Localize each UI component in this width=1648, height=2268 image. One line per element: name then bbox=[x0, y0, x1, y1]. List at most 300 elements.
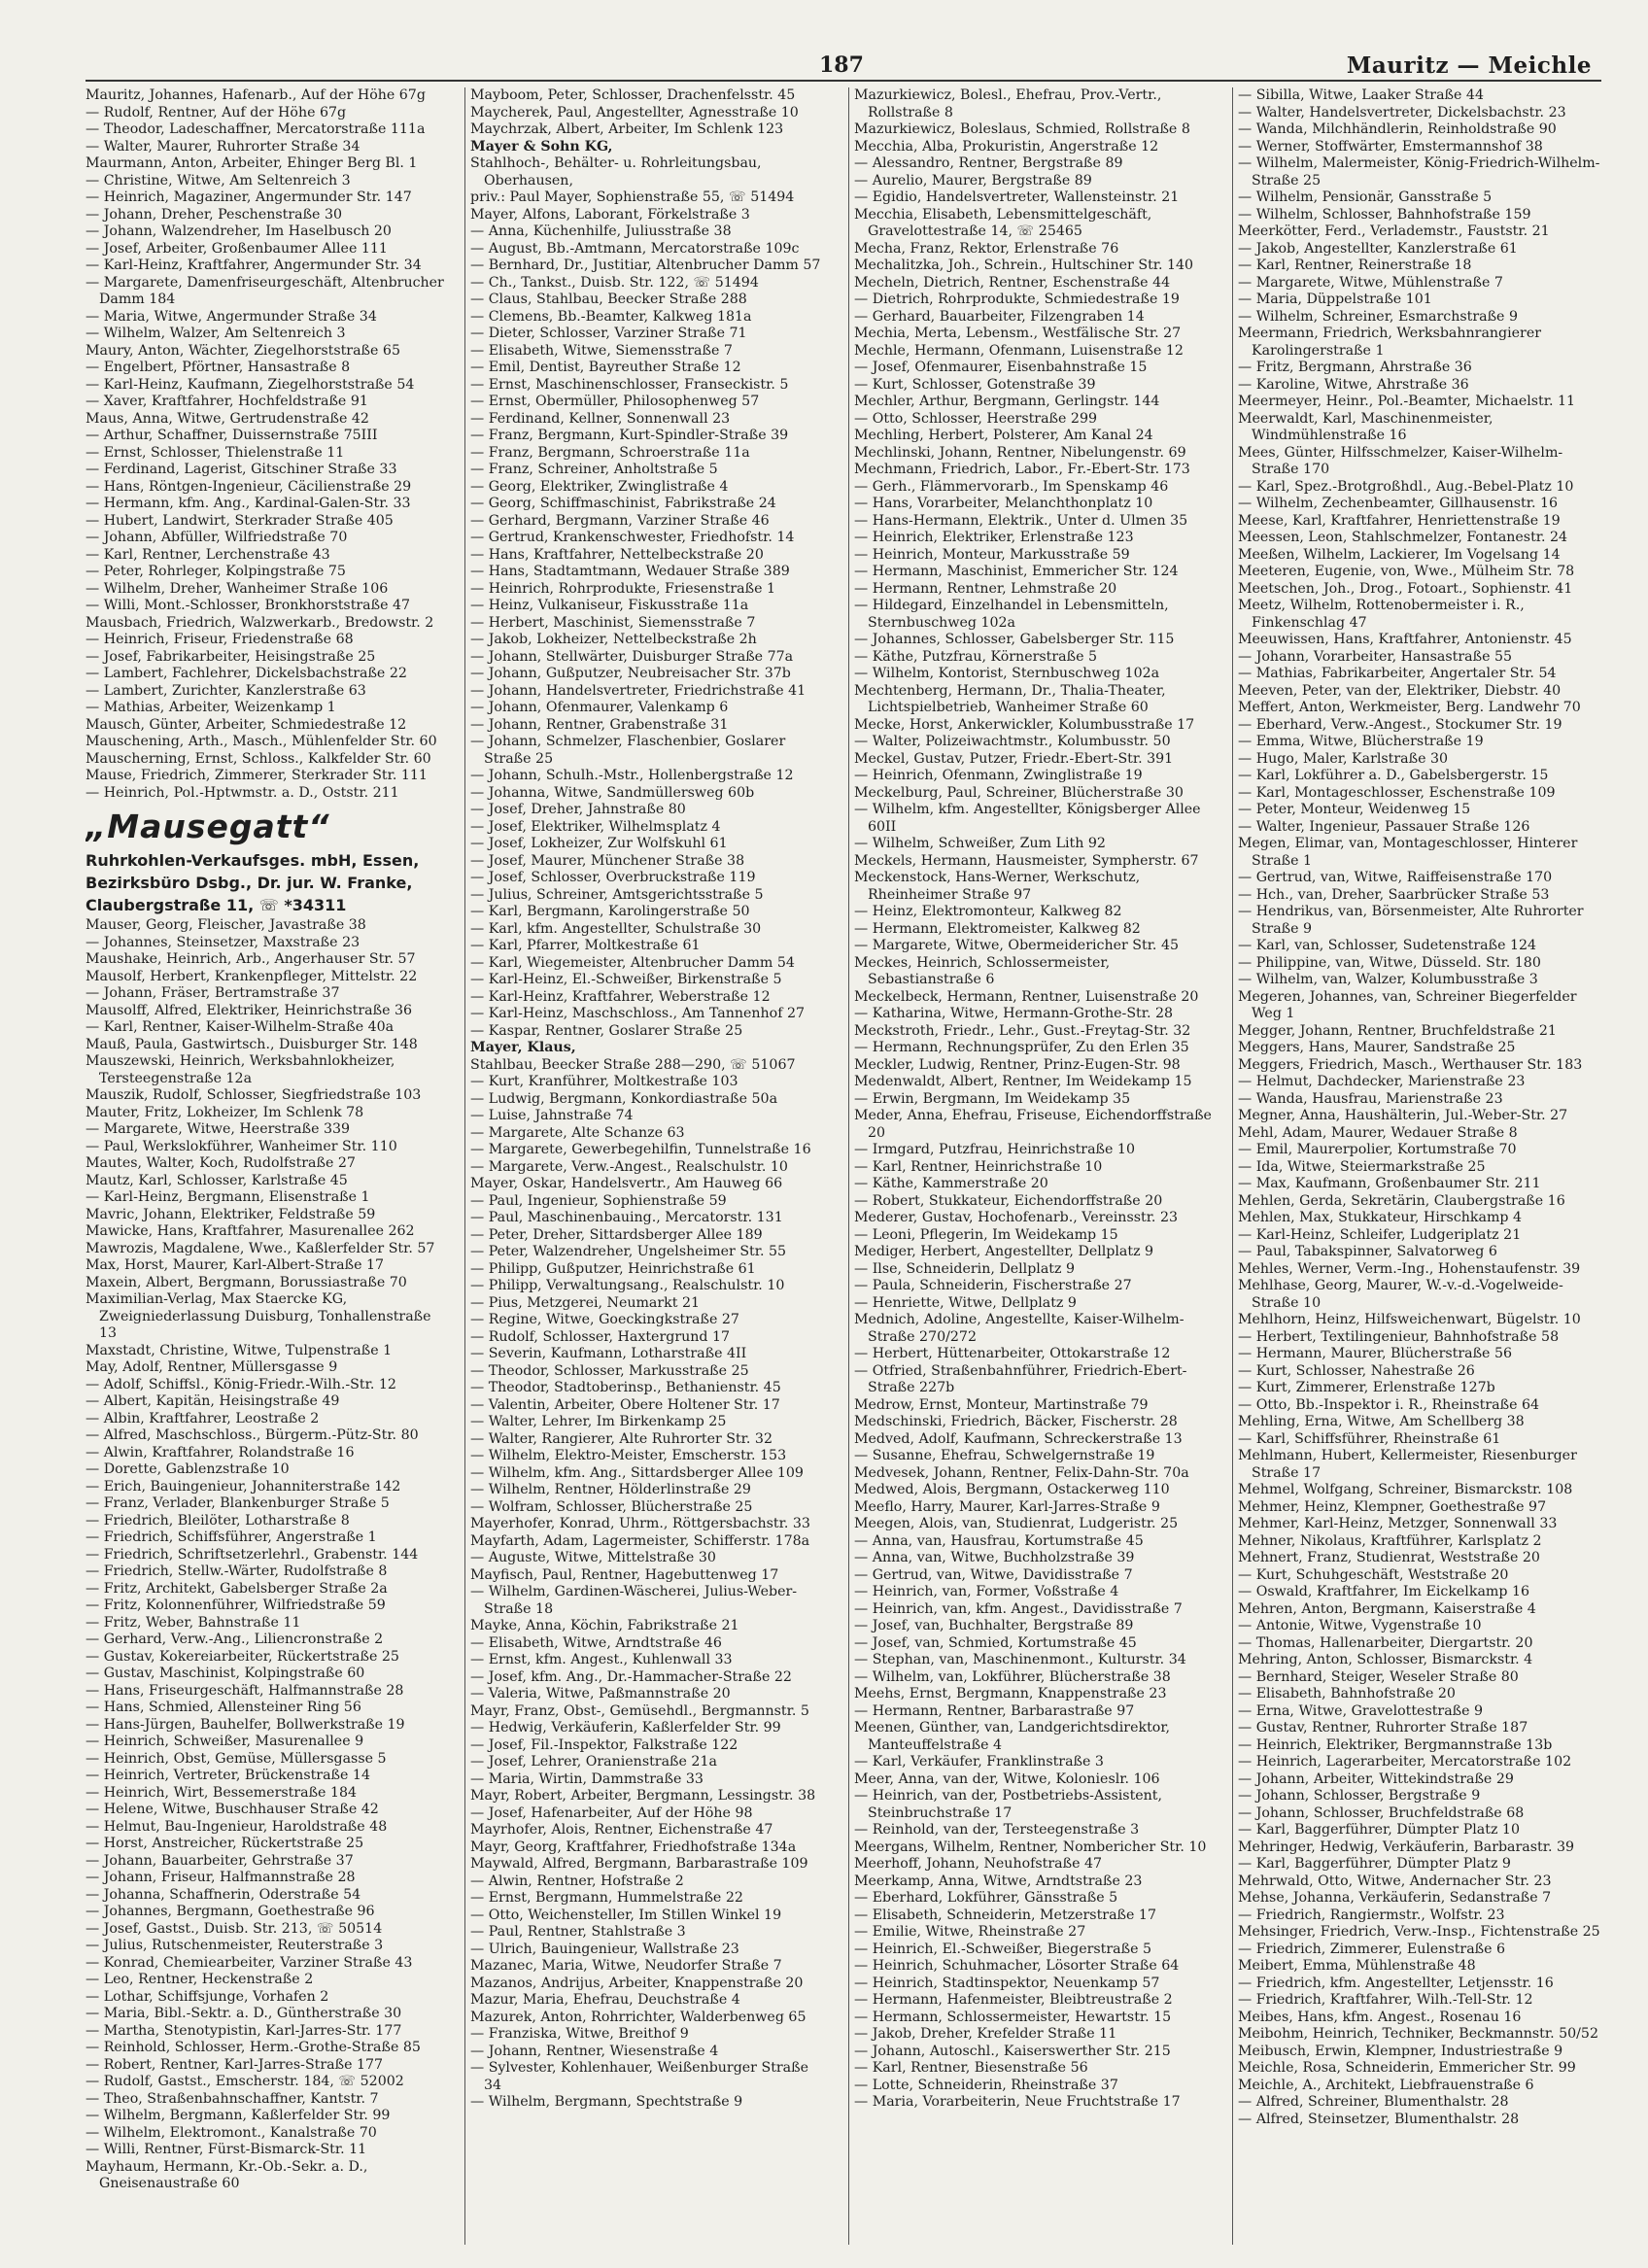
directory-entry: Maus, Anna, Witwe, Gertrudenstraße 42 bbox=[86, 410, 369, 427]
directory-entry: — Johann, Handelsvertreter, Friedrichstraße 41 bbox=[470, 682, 807, 699]
directory-entry: — Johannes, Schlosser, Gabelsberger Str. 115 bbox=[854, 632, 1175, 647]
directory-entry: Mehren, Anton, Bergmann, Kaiserstraße 4 bbox=[1238, 1600, 1536, 1617]
ad-line-2: Bezirksbüro Dsbg., Dr. jur. W. Franke, bbox=[86, 874, 413, 892]
directory-entry: — Josef, Ofenmaurer, Eisenbahnstraße 15 bbox=[854, 360, 1148, 375]
directory-entry: Mautes, Walter, Koch, Rudolfstraße 27 bbox=[86, 1155, 356, 1171]
directory-entry: — Kurt, Schlosser, Nahestraße 26 bbox=[1238, 1362, 1475, 1379]
directory-entry: — Johann, Vorarbeiter, Hansastraße 55 bbox=[1238, 648, 1513, 665]
directory-entry: — Theo, Straßenbahnschaffner, Kantstr. 7 bbox=[86, 2090, 379, 2107]
directory-entry: — Dietrich, Rohrprodukte, Schmiedestraße 19 bbox=[854, 292, 1180, 307]
directory-entry: — Hermann, Maurer, Blücherstraße 56 bbox=[1238, 1346, 1513, 1361]
directory-entry: — Heinrich, Wirt, Bessemerstraße 184 bbox=[86, 1784, 358, 1801]
directory-entry: — Karoline, Witwe, Ahrstraße 36 bbox=[1238, 376, 1469, 393]
directory-entry: — Clemens, Bb.-Beamter, Kalkweg 181a bbox=[470, 308, 752, 325]
directory-entry: — Heinrich, Obst, Gemüse, Müllersgasse 5 bbox=[86, 1750, 387, 1767]
directory-entry: — Josef, van, Buchhalter, Bergstraße 89 bbox=[854, 1618, 1134, 1633]
directory-entry: Mechia, Merta, Lebensm., Westfälische Str. 27 bbox=[854, 326, 1182, 341]
directory-entry: Meichle, Rosa, Schneiderin, Emmericher Str. 99 bbox=[1238, 2060, 1576, 2076]
directory-entry: — Emil, Maurerpolier, Kortumstraße 70 bbox=[1238, 1142, 1517, 1157]
directory-entry: — Wilhelm, Pensionär, Gansstraße 5 bbox=[1238, 189, 1493, 205]
directory-entry: Mazurkiewicz, Bolesl., Ehefrau, Prov.-Vertr., Rollstraße 8 bbox=[854, 87, 1162, 120]
directory-entry: Meerkötter, Ferd., Verlademstr., Fauststr. 21 bbox=[1238, 223, 1550, 239]
directory-entry: Stahlbau, Beecker Straße 288—290, ☏ 51067 bbox=[470, 1056, 796, 1073]
directory-entry: — Karl, Rentner, Lerchenstraße 43 bbox=[86, 546, 330, 563]
directory-entry: — Walter, Maurer, Ruhrorter Straße 34 bbox=[86, 138, 360, 155]
directory-entry: — Rudolf, Gastst., Emscherstr. 184, ☏ 52002 bbox=[86, 2074, 404, 2089]
directory-entry: — Karl, Rentner, Kaiser-Wilhelm-Straße 40a bbox=[86, 1019, 395, 1035]
directory-entry: Meetz, Wilhelm, Rottenobermeister i. R., Finkenschlag 47 bbox=[1238, 598, 1525, 631]
directory-entry: — Gerhard, Verw.-Ang., Liliencronstraße 2 bbox=[86, 1632, 384, 1647]
directory-entry: — Herbert, Maschinist, Siemensstraße 7 bbox=[470, 614, 756, 631]
directory-entry: Maychrzak, Albert, Arbeiter, Im Schlenk 123 bbox=[470, 121, 784, 137]
directory-entry: Mayerhofer, Konrad, Uhrm., Röttgersbachstr. 33 bbox=[470, 1516, 810, 1531]
directory-entry: — Karl-Heinz, Kraftfahrer, Angermunder Str. 34 bbox=[86, 258, 422, 273]
directory-entry: — Maria, Vorarbeiterin, Neue Fruchtstraße 17 bbox=[854, 2094, 1181, 2110]
directory-entry: Mayboom, Peter, Schlosser, Drachenfelsstr. 45 bbox=[470, 87, 796, 103]
directory-entry: Meckel, Gustav, Putzer, Friedr.-Ebert-Str. 391 bbox=[854, 750, 1174, 767]
directory-entry: — Karl, Bergmann, Karolingerstraße 50 bbox=[470, 904, 750, 919]
directory-entry: — Wilhelm, Schweißer, Zum Lith 92 bbox=[854, 836, 1106, 851]
directory-entry: — Ulrich, Bauingenieur, Wallstraße 23 bbox=[470, 1941, 739, 1957]
directory-entry: — Walter, Lehrer, Im Birkenkamp 25 bbox=[470, 1414, 727, 1429]
directory-entry: — Wilhelm, Rentner, Hölderlinstraße 29 bbox=[470, 1482, 751, 1497]
column-1-entries-top bbox=[86, 87, 450, 802]
directory-entry: — Johann, Schmelzer, Flaschenbier, Goslarer Straße 25 bbox=[470, 734, 786, 767]
directory-entry: Meggers, Friedrich, Masch., Werthauser Str. 183 bbox=[1238, 1056, 1583, 1073]
directory-entry: — Hch., van, Dreher, Saarbrücker Straße 53 bbox=[1238, 886, 1550, 903]
directory-entry: — Johann, Stellwärter, Duisburger Straße 77a bbox=[470, 648, 794, 665]
directory-entry: Medved, Adolf, Kaufmann, Schreckerstraße 13 bbox=[854, 1430, 1183, 1447]
directory-entry: — Franziska, Witwe, Breithof 9 bbox=[470, 2026, 689, 2042]
directory-entry: — Heinrich, van, kfm. Angest., Davidisstraße 7 bbox=[854, 1600, 1183, 1617]
directory-entry: Mechmann, Friedrich, Labor., Fr.-Ebert-Str. 173 bbox=[854, 462, 1190, 477]
directory-entry: — Regine, Witwe, Goeckingkstraße 27 bbox=[470, 1312, 739, 1327]
directory-entry: — Heinrich, Schweißer, Masurenallee 9 bbox=[86, 1734, 364, 1749]
directory-entry: — Dieter, Schlosser, Varziner Straße 71 bbox=[470, 326, 747, 341]
directory-entry: — Kurt, Zimmerer, Erlenstraße 127b bbox=[1238, 1380, 1495, 1395]
directory-entry: — Johann, Abfüller, Wilfriedstraße 70 bbox=[86, 530, 348, 545]
directory-entry: — Friedrich, Schriftsetzerlehrl., Grabenstr. 144 bbox=[86, 1546, 419, 1563]
directory-entry: — Johann, Fräser, Bertramstraße 37 bbox=[86, 985, 340, 1001]
directory-entry: — Rudolf, Rentner, Auf der Höhe 67g bbox=[86, 104, 347, 120]
directory-entry: — Ilse, Schneiderin, Dellplatz 9 bbox=[854, 1260, 1075, 1277]
directory-entry: Mehnert, Franz, Studienrat, Weststraße 20 bbox=[1238, 1550, 1540, 1565]
directory-entry: — Karl-Heinz, Kaufmann, Ziegelhorststraße 54 bbox=[86, 376, 415, 393]
directory-entry: — Ernst, kfm. Angest., Kuhlenwall 33 bbox=[470, 1652, 733, 1667]
directory-entry: — Paul, Ingenieur, Sophienstraße 59 bbox=[470, 1192, 727, 1209]
directory-entry: — Helmut, Bau-Ingenieur, Haroldstraße 48 bbox=[86, 1818, 388, 1835]
directory-entry: — Hans, Stadtamtmann, Wedauer Straße 389 bbox=[470, 564, 790, 579]
directory-entry: — Egidio, Handelsvertreter, Wallensteinstr. 21 bbox=[854, 189, 1180, 205]
directory-entry: — Karl, Schiffsführer, Rheinstraße 61 bbox=[1238, 1430, 1501, 1447]
directory-entry: — Hildegard, Einzelhandel in Lebensmitteln, Sternbuschweg 102a bbox=[854, 598, 1169, 631]
directory-entry: — Johann, Friseur, Halfmannstraße 28 bbox=[86, 1870, 356, 1885]
directory-entry: — Wilhelm, Dreher, Wanheimer Straße 106 bbox=[86, 580, 389, 597]
directory-entry: — Mathias, Arbeiter, Weizenkamp 1 bbox=[86, 700, 336, 715]
directory-entry: — Pius, Metzgerei, Neumarkt 21 bbox=[470, 1294, 701, 1311]
directory-entry: Mawicke, Hans, Kraftfahrer, Masurenallee 262 bbox=[86, 1223, 415, 1239]
directory-entry: — Heinrich, Elektriker, Erlenstraße 123 bbox=[854, 530, 1134, 545]
directory-entry: Meessen, Leon, Stahlschmelzer, Fontanestr. 24 bbox=[1238, 530, 1568, 545]
directory-entry: — Ch., Tankst., Duisb. Str. 122, ☏ 51494 bbox=[470, 274, 759, 291]
directory-entry: Maxstadt, Christine, Witwe, Tulpenstraße 1 bbox=[86, 1342, 393, 1358]
directory-entry: Mehner, Nikolaus, Kraftführer, Karlsplatz 2 bbox=[1238, 1532, 1542, 1549]
directory-entry: — Karl, Rentner, Biesenstraße 56 bbox=[854, 2060, 1088, 2076]
directory-entry: — Wilhelm, kfm. Angestellter, Königsberger Allee 60II bbox=[854, 802, 1201, 835]
directory-entry: — Lambert, Fachlehrer, Dickelsbachstraße 22 bbox=[86, 666, 407, 681]
directory-entry: Medvesek, Johann, Rentner, Felix-Dahn-Str. 70a bbox=[854, 1464, 1189, 1481]
directory-entry: — Wilhelm, Bergmann, Spechtstraße 9 bbox=[470, 2094, 743, 2110]
directory-entry: — Margarete, Gewerbegehilfin, Tunnelstraße 16 bbox=[470, 1142, 811, 1157]
directory-entry: — Philippine, van, Witwe, Düsseld. Str. 180 bbox=[1238, 954, 1541, 971]
directory-entry: Mause, Friedrich, Zimmerer, Sterkrader Str. 111 bbox=[86, 768, 428, 783]
directory-entry: Mayr, Robert, Arbeiter, Bergmann, Lessingstr. 38 bbox=[470, 1788, 816, 1804]
directory-entry: — Margarete, Witwe, Obermeidericher Str. 45 bbox=[854, 938, 1179, 953]
directory-entry: Mauszik, Rudolf, Schlosser, Siegfriedstraße 103 bbox=[86, 1087, 422, 1103]
directory-entry: Mehmer, Karl-Heinz, Metzger, Sonnenwall 33 bbox=[1238, 1516, 1558, 1531]
directory-entry: May, Adolf, Rentner, Müllersgasse 9 bbox=[86, 1359, 338, 1375]
column-1-entries-bottom bbox=[86, 917, 450, 2193]
directory-entry: — Heinrich, Monteur, Markusstraße 59 bbox=[854, 546, 1130, 563]
directory-entry: — Friedrich, Bleilöter, Lotharstraße 8 bbox=[86, 1512, 350, 1529]
directory-entry: — Johann, Rentner, Wiesenstraße 4 bbox=[470, 2043, 719, 2059]
directory-entry: Meer, Anna, van der, Witwe, Kolonieslr. 106 bbox=[854, 1770, 1160, 1787]
directory-entry: — Valeria, Witwe, Paßmannstraße 20 bbox=[470, 1686, 731, 1701]
directory-entry: — Henriette, Witwe, Dellplatz 9 bbox=[854, 1294, 1077, 1311]
directory-entry: — Dorette, Gablenzstraße 10 bbox=[86, 1461, 290, 1477]
directory-entry: — Hans, Vorarbeiter, Melanchthonplatz 10 bbox=[854, 496, 1153, 511]
directory-entry: Meggers, Hans, Maurer, Sandstraße 25 bbox=[1238, 1040, 1516, 1055]
directory-entry: Mehlhase, Georg, Maurer, W.-v.-d.-Vogelweide-Straße 10 bbox=[1238, 1278, 1563, 1311]
directory-entry: Mayer, Klaus, bbox=[470, 1040, 576, 1055]
directory-entry: — Käthe, Putzfrau, Körnerstraße 5 bbox=[854, 648, 1098, 665]
directory-entry: — Erna, Witwe, Gravelottestraße 9 bbox=[1238, 1702, 1484, 1719]
directory-entry: — Aurelio, Maurer, Bergstraße 89 bbox=[854, 172, 1092, 189]
directory-entry: — Walter, Ingenieur, Passauer Straße 126 bbox=[1238, 818, 1530, 835]
directory-entry: — Heinrich, van der, Postbetriebs-Assistent, Steinbruchstraße 17 bbox=[854, 1788, 1163, 1821]
directory-entry: — Reinhold, Schlosser, Herm.-Grothe-Straße 85 bbox=[86, 2040, 421, 2055]
directory-entry: — Wilhelm, van, Walzer, Kolumbusstraße 3 bbox=[1238, 972, 1538, 987]
directory-entry: — Wilhelm, Kontorist, Sternbuschweg 102a bbox=[854, 666, 1160, 681]
directory-entry: Max, Horst, Maurer, Karl-Albert-Straße 17 bbox=[86, 1257, 385, 1273]
directory-entry: — Johann, Arbeiter, Wittekindstraße 29 bbox=[1238, 1770, 1514, 1787]
directory-entry: Mautz, Karl, Schlosser, Karlstraße 45 bbox=[86, 1172, 348, 1188]
directory-entry: Mees, Günter, Hilfsschmelzer, Kaiser-Wilhelm-Straße 170 bbox=[1238, 444, 1563, 477]
directory-entry: Mausolf, Herbert, Krankenpfleger, Mittelstr. 22 bbox=[86, 968, 418, 984]
directory-entry: — Kaspar, Rentner, Goslarer Straße 25 bbox=[470, 1022, 743, 1039]
directory-entry: Mayke, Anna, Köchin, Fabrikstraße 21 bbox=[470, 1618, 739, 1633]
directory-entry: — Johann, Gußputzer, Neubreisacher Str. 37b bbox=[470, 666, 791, 681]
directory-entry: — Jakob, Angestellter, Kanzlerstraße 61 bbox=[1238, 240, 1518, 257]
directory-entry: — Luise, Jahnstraße 74 bbox=[470, 1108, 634, 1123]
directory-entry: — Bernhard, Steiger, Weseler Straße 80 bbox=[1238, 1668, 1519, 1685]
directory-entry: — Helmut, Dachdecker, Marienstraße 23 bbox=[1238, 1074, 1526, 1089]
directory-entry: — Kurt, Schlosser, Gotenstraße 39 bbox=[854, 376, 1096, 393]
directory-entry: — Fritz, Kolonnenführer, Wilfriedstraße 59 bbox=[86, 1598, 386, 1613]
directory-entry: Megner, Anna, Haushälterin, Jul.-Weber-Str. 27 bbox=[1238, 1108, 1568, 1123]
directory-entry: Mehlhorn, Heinz, Hilfsweichenwart, Bügelstr. 10 bbox=[1238, 1312, 1581, 1327]
directory-entry: — Josef, Elektriker, Wilhelmsplatz 4 bbox=[470, 818, 721, 835]
directory-entry: Mauter, Fritz, Lokheizer, Im Schlenk 78 bbox=[86, 1104, 364, 1120]
directory-entry: — Ferdinand, Lagerist, Gitschiner Straße 33 bbox=[86, 462, 397, 477]
directory-entry: Mazur, Maria, Ehefrau, Deuchstraße 4 bbox=[470, 1992, 740, 2008]
directory-entry: — Josef, Lehrer, Oranienstraße 21a bbox=[470, 1754, 717, 1770]
directory-entry: — Kurt, Kranführer, Moltkestraße 103 bbox=[470, 1074, 738, 1089]
directory-entry: Medschinski, Friedrich, Bäcker, Fischerstr. 28 bbox=[854, 1414, 1178, 1429]
directory-entry: — Josef, Lokheizer, Zur Wolfskuhl 61 bbox=[470, 836, 728, 851]
directory-entry: — Auguste, Witwe, Mittelstraße 30 bbox=[470, 1550, 716, 1565]
directory-entry: — Anna, van, Witwe, Buchholzstraße 39 bbox=[854, 1550, 1135, 1565]
directory-entry: — Theodor, Stadtoberinsp., Bethanienstr. 45 bbox=[470, 1380, 781, 1395]
directory-entry: — Alwin, Kraftfahrer, Rolandstraße 16 bbox=[86, 1444, 355, 1460]
directory-entry: Mazurkiewicz, Boleslaus, Schmied, Rollstraße 8 bbox=[854, 121, 1190, 137]
directory-entry: — Ernst, Obermüller, Philosophenweg 57 bbox=[470, 394, 760, 409]
directory-entry: — Julius, Rutschenmeister, Reuterstraße 3 bbox=[86, 1938, 384, 1953]
header-rule bbox=[86, 80, 1601, 82]
directory-entry: Maushake, Heinrich, Arb., Angerhauser Str. 57 bbox=[86, 951, 416, 967]
directory-entry: — Adolf, Schiffsl., König-Friedr.-Wilh.-Str. 12 bbox=[86, 1376, 396, 1392]
directory-entry: — Josef, van, Schmied, Kortumstraße 45 bbox=[854, 1634, 1137, 1651]
directory-entry: Mazurek, Anton, Rohrrichter, Walderbenweg 65 bbox=[470, 2009, 807, 2025]
directory-entry: — Wilhelm, Bergmann, Kaßlerfelder Str. 99 bbox=[86, 2108, 391, 2123]
directory-entry: Mayr, Franz, Obst-, Gemüsehdl., Bergmannstr. 5 bbox=[470, 1702, 809, 1719]
directory-entry: — Bernhard, Dr., Justitiar, Altenbrucher Damm 57 bbox=[470, 258, 821, 273]
directory-entry: — Karl, Pfarrer, Moltkestraße 61 bbox=[470, 938, 701, 953]
directory-entry: — Leoni, Pflegerin, Im Weidekamp 15 bbox=[854, 1226, 1118, 1243]
directory-entry: — Martha, Stenotypistin, Karl-Jarres-Str. 177 bbox=[86, 2022, 402, 2039]
directory-entry: — Karl, Spez.-Brotgroßhdl., Aug.-Bebel-Platz 10 bbox=[1238, 478, 1574, 495]
directory-entry: — Willi, Rentner, Fürst-Bismarck-Str. 11 bbox=[86, 2142, 367, 2157]
directory-entry: — Heinrich, Stadtinspektor, Neuenkamp 57 bbox=[854, 1975, 1160, 1991]
directory-entry: Mehl, Adam, Maurer, Wedauer Straße 8 bbox=[1238, 1124, 1518, 1141]
column-3 bbox=[848, 87, 1214, 2245]
directory-entry: — Lambert, Zurichter, Kanzlerstraße 63 bbox=[86, 682, 366, 699]
directory-entry: Mayfarth, Adam, Lagermeister, Schifferstr. 178a bbox=[470, 1532, 810, 1549]
directory-entry: — Emilie, Witwe, Rheinstraße 27 bbox=[854, 1924, 1086, 1940]
directory-entry: — Friedrich, Rangiermstr., Wolfstr. 23 bbox=[1238, 1907, 1505, 1923]
directory-entry: — Paul, Rentner, Stahlstraße 3 bbox=[470, 1924, 686, 1940]
directory-entry: — Konrad, Chemiearbeiter, Varziner Straße 43 bbox=[86, 1954, 413, 1971]
directory-entry: — Emma, Witwe, Blücherstraße 19 bbox=[1238, 734, 1484, 749]
directory-entry: — Ernst, Bergmann, Hummelstraße 22 bbox=[470, 1890, 743, 1906]
directory-entry: — Paul, Maschinenbauing., Mercatorstr. 131 bbox=[470, 1210, 783, 1225]
directory-entry: Meckstroth, Friedr., Lehr., Gust.-Freytag-Str. 32 bbox=[854, 1022, 1191, 1039]
directory-entry: — Johanna, Witwe, Sandmüllersweg 60b bbox=[470, 784, 755, 801]
directory-entry: — Hermann, Hafenmeister, Bleibtreustraße 2 bbox=[854, 1992, 1173, 2008]
directory-entry: Mausbach, Friedrich, Walzwerkarb., Bredowstr. 2 bbox=[86, 614, 434, 631]
directory-entry: Meerwaldt, Karl, Maschinenmeister, Windmühlenstraße 16 bbox=[1238, 410, 1494, 443]
directory-entry: Mecchia, Alba, Prokuristin, Angerstraße 12 bbox=[854, 138, 1159, 155]
directory-entry: Megen, Elimar, van, Montageschlosser, Hinterer Straße 1 bbox=[1238, 836, 1578, 869]
directory-entry: — Wilhelm, van, Lokführer, Blücherstraße 38 bbox=[854, 1668, 1171, 1685]
directory-entry: Mechling, Herbert, Polsterer, Am Kanal 24 bbox=[854, 428, 1153, 443]
directory-entry: Mawrozis, Magdalene, Wwe., Kaßlerfelder Str. 57 bbox=[86, 1240, 435, 1256]
directory-entry: — Johann, Rentner, Grabenstraße 31 bbox=[470, 716, 729, 733]
directory-entry: Maury, Anton, Wächter, Ziegelhorststraße 65 bbox=[86, 342, 400, 359]
directory-entry: — Philipp, Verwaltungsang., Realschulstr. 10 bbox=[470, 1278, 785, 1293]
column-1 bbox=[86, 87, 450, 2245]
directory-entry: — Gerh., Flämmervorarb., Im Spenskamp 46 bbox=[854, 478, 1169, 495]
directory-entry: — Karl-Heinz, Kraftfahrer, Weberstraße 12 bbox=[470, 988, 771, 1005]
directory-entry: — Hermann, Rechnungsprüfer, Zu den Erlen 35 bbox=[854, 1040, 1189, 1055]
directory-entry: — Hans, Röntgen-Ingenieur, Cäcilienstraße 29 bbox=[86, 478, 412, 495]
directory-entry: — Josef, Fil.-Inspektor, Falkstraße 122 bbox=[470, 1736, 738, 1753]
directory-entry: Mechler, Arthur, Bergmann, Gerlingstr. 144 bbox=[854, 394, 1160, 409]
directory-entry: Mednich, Adoline, Angestellte, Kaiser-Wilhelm-Straße 270/272 bbox=[854, 1312, 1184, 1345]
directory-entry: — Peter, Monteur, Weidenweg 15 bbox=[1238, 802, 1471, 817]
directory-entry: Meerkamp, Anna, Witwe, Arndtstraße 23 bbox=[854, 1873, 1143, 1889]
directory-entry: — Heinz, Elektromonteur, Kalkweg 82 bbox=[854, 904, 1122, 919]
directory-entry: — Hugo, Maler, Karlstraße 30 bbox=[1238, 750, 1449, 767]
directory-entry: — Hans, Schmied, Allensteiner Ring 56 bbox=[86, 1700, 361, 1715]
directory-entry: — Hedwig, Verkäuferin, Kaßlerfelder Str. 99 bbox=[470, 1720, 781, 1735]
directory-entry: — Josef, kfm. Ang., Dr.-Hammacher-Straße 22 bbox=[470, 1668, 792, 1685]
directory-entry: Mehlmann, Hubert, Kellermeister, Riesenburger Straße 17 bbox=[1238, 1448, 1577, 1481]
directory-entry: — Wilhelm, kfm. Ang., Sittardsberger Allee 109 bbox=[470, 1464, 804, 1481]
directory-entry: Meeven, Peter, van der, Elektriker, Diebstr. 40 bbox=[1238, 682, 1562, 699]
directory-entry: Mauschening, Arth., Masch., Mühlenfelder Str. 60 bbox=[86, 734, 437, 749]
directory-entry: — Heinrich, Vertreter, Brückenstraße 14 bbox=[86, 1768, 370, 1783]
directory-entry: Mederer, Gustav, Hochofenarb., Vereinsstr. 23 bbox=[854, 1210, 1179, 1225]
column-4 bbox=[1232, 87, 1602, 2245]
directory-entry: Mecke, Horst, Ankerwickler, Kolumbusstraße 17 bbox=[854, 716, 1195, 733]
directory-entry: — Heinrich, van, Former, Voßstraße 4 bbox=[854, 1584, 1119, 1599]
directory-entry: Mauß, Paula, Gastwirtsch., Duisburger Str. 148 bbox=[86, 1036, 418, 1052]
directory-entry: — Anna, Küchenhilfe, Juliusstraße 38 bbox=[470, 223, 732, 239]
directory-entry: — Hans, Kraftfahrer, Nettelbeckstraße 20 bbox=[470, 546, 764, 563]
directory-entry: — Gerhard, Bauarbeiter, Filzengraben 14 bbox=[854, 308, 1145, 325]
directory-entry: — Otfried, Straßenbahnführer, Friedrich-Ebert-Straße 227b bbox=[854, 1362, 1187, 1395]
directory-entry: — Arthur, Schaffner, Duissernstraße 75III bbox=[86, 428, 378, 443]
directory-entry: — Josef, Hafenarbeiter, Auf der Höhe 98 bbox=[470, 1804, 753, 1821]
directory-entry: — Gerhard, Bergmann, Varziner Straße 46 bbox=[470, 512, 770, 529]
directory-entry: Maxein, Albert, Bergmann, Borussiastraße 70 bbox=[86, 1274, 407, 1290]
directory-entry: Meibes, Hans, kfm. Angest., Rosenau 16 bbox=[1238, 2009, 1522, 2025]
directory-entry: — Fritz, Bergmann, Ahrstraße 36 bbox=[1238, 360, 1472, 375]
directory-entry: Megeren, Johannes, van, Schreiner Biegerfelder Weg 1 bbox=[1238, 988, 1577, 1021]
directory-entry: Mayer, Oskar, Handelsvertr., Am Hauweg 66 bbox=[470, 1176, 783, 1191]
directory-entry: — Johann, Schulh.-Mstr., Hollenbergstraße 12 bbox=[470, 768, 794, 783]
directory-entry: Mausolff, Alfred, Elektriker, Heinrichstraße 36 bbox=[86, 1002, 413, 1018]
directory-entry: Meckler, Ludwig, Rentner, Prinz-Eugen-Str. 98 bbox=[854, 1056, 1181, 1073]
directory-entry: Mauser, Georg, Fleischer, Javastraße 38 bbox=[86, 917, 366, 933]
directory-entry: Mehsinger, Friedrich, Verw.-Insp., Fichtenstraße 25 bbox=[1238, 1924, 1600, 1940]
directory-entry: — Alfred, Maschschloss., Bürgerm.-Pütz-Str. 80 bbox=[86, 1427, 419, 1443]
directory-entry: Meergans, Wilhelm, Rentner, Nombericher Str. 10 bbox=[854, 1838, 1207, 1855]
directory-entry: — Hermann, Maschinist, Emmericher Str. 124 bbox=[854, 564, 1179, 579]
directory-entry: — Johanna, Schaffnerin, Oderstraße 54 bbox=[86, 1886, 361, 1903]
directory-entry: Mehmel, Wolfgang, Schreiner, Bismarckstr. 108 bbox=[1238, 1482, 1573, 1497]
directory-entry: — Friedrich, Stellw.-Wärter, Rudolfstraße 8 bbox=[86, 1564, 388, 1579]
directory-entry: Mecchia, Elisabeth, Lebensmittelgeschäft, Gravelottestraße 14, ☏ 25465 bbox=[854, 206, 1152, 239]
directory-entry: — Walter, Handelsvertreter, Dickelsbachstr. 23 bbox=[1238, 104, 1566, 120]
directory-entry: — Herbert, Hüttenarbeiter, Ottokarstraße 12 bbox=[854, 1346, 1171, 1361]
directory-entry: — Hermann, Rentner, Barbarastraße 97 bbox=[854, 1702, 1135, 1719]
directory-entry: — Peter, Rohrleger, Kolpingstraße 75 bbox=[86, 564, 346, 579]
directory-entry: — Peter, Dreher, Sittardsberger Allee 189 bbox=[470, 1226, 763, 1243]
directory-entry: Mechle, Hermann, Ofenmann, Luisenstraße 12 bbox=[854, 342, 1184, 359]
directory-entry: — Hermann, Rentner, Lehmstraße 20 bbox=[854, 580, 1117, 597]
directory-entry: — Theodor, Ladeschaffner, Mercatorstraße 111a bbox=[86, 121, 426, 137]
directory-entry: — Thomas, Hallenarbeiter, Diergartstr. 20 bbox=[1238, 1634, 1533, 1651]
directory-entry: — Josef, Fabrikarbeiter, Heisingstraße 25 bbox=[86, 648, 376, 665]
directory-entry: — Lotte, Schneiderin, Rheinstraße 37 bbox=[854, 2077, 1118, 2093]
advertisement-mausegatt bbox=[86, 806, 450, 915]
directory-entry: — Otto, Schlosser, Heerstraße 299 bbox=[854, 410, 1098, 427]
directory-entry: — Sibilla, Witwe, Laaker Straße 44 bbox=[1238, 87, 1484, 103]
directory-entry: — Antonie, Witwe, Vygenstraße 10 bbox=[1238, 1618, 1482, 1633]
directory-entry: — Heinrich, Rohrprodukte, Friesenstraße 1 bbox=[470, 580, 776, 597]
directory-entry: Mediger, Herbert, Angestellter, Dellplatz 9 bbox=[854, 1244, 1154, 1259]
directory-entry: — Gustav, Maschinist, Kolpingstraße 60 bbox=[86, 1666, 365, 1681]
directory-entry: — Claus, Stahlbau, Beecker Straße 288 bbox=[470, 292, 747, 307]
directory-entry: — August, Bb.-Amtmann, Mercatorstraße 109c bbox=[470, 240, 800, 257]
directory-entry: Meckels, Hermann, Hausmeister, Sympherstr. 67 bbox=[854, 852, 1199, 869]
directory-entry: — Paul, Werkslokführer, Wanheimer Str. 110 bbox=[86, 1138, 397, 1154]
directory-entry: Mauritz, Johannes, Hafenarb., Auf der Höhe 67g bbox=[86, 87, 426, 103]
directory-entry: — Karl, kfm. Angestellter, Schulstraße 30 bbox=[470, 920, 762, 937]
directory-entry: Meeflo, Harry, Maurer, Karl-Jarres-Straße 9 bbox=[854, 1498, 1160, 1515]
directory-entry: — Jakob, Lokheizer, Nettelbeckstraße 2h bbox=[470, 632, 757, 647]
directory-entry: — Hans-Jürgen, Bauhelfer, Bollwerkstraße 19 bbox=[86, 1716, 405, 1733]
directory-entry: — Erwin, Bergmann, Im Weidekamp 35 bbox=[854, 1090, 1131, 1107]
directory-entry: — Friedrich, Schiffsführer, Angerstraße 1 bbox=[86, 1529, 377, 1545]
ad-line-3: Claubergstraße 11, ☏ *34311 bbox=[86, 896, 347, 914]
directory-entry: — Helene, Witwe, Buschhauser Straße 42 bbox=[86, 1802, 379, 1817]
directory-entry: — Josef, Dreher, Jahnstraße 80 bbox=[470, 802, 686, 817]
directory-entry: — Susanne, Ehefrau, Schwelgernstraße 19 bbox=[854, 1448, 1155, 1463]
directory-entry: — Wanda, Milchhändlerin, Reinholdstraße 90 bbox=[1238, 121, 1557, 137]
directory-entry: Meermeyer, Heinr., Pol.-Beamter, Michaelstr. 11 bbox=[1238, 394, 1576, 409]
directory-entry: Mehrwald, Otto, Witwe, Andernacher Str. 23 bbox=[1238, 1873, 1552, 1889]
directory-entry: — Hans-Hermann, Elektrik., Unter d. Ulmen 35 bbox=[854, 512, 1188, 529]
directory-entry: Meckenstock, Hans-Werner, Werkschutz, Rheinheimer Straße 97 bbox=[854, 870, 1141, 903]
directory-entry: Meeuwissen, Hans, Kraftfahrer, Antonienstr. 45 bbox=[1238, 632, 1572, 647]
directory-entry: Mechlinski, Johann, Rentner, Nibelungenstr. 69 bbox=[854, 444, 1186, 461]
directory-entry: — Walter, Rangierer, Alte Ruhrorter Str. 32 bbox=[470, 1430, 772, 1447]
directory-entry: — Max, Kaufmann, Großenbaumer Str. 211 bbox=[1238, 1176, 1541, 1191]
directory-entry: Meetschen, Joh., Drog., Fotoart., Sophienstr. 41 bbox=[1238, 580, 1573, 597]
directory-entry: — Alwin, Rentner, Hofstraße 2 bbox=[470, 1873, 684, 1889]
directory-entry: Mayfisch, Paul, Rentner, Hagebuttenweg 17 bbox=[470, 1566, 779, 1583]
directory-entry: — Otto, Bb.-Inspektor i. R., Rheinstraße 64 bbox=[1238, 1396, 1540, 1413]
directory-entry: Mavric, Johann, Elektriker, Feldstraße 59 bbox=[86, 1206, 376, 1222]
directory-entry: — Maria, Düppelstraße 101 bbox=[1238, 292, 1432, 307]
directory-entry: — Irmgard, Putzfrau, Heinrichstraße 10 bbox=[854, 1142, 1135, 1157]
directory-entry: — Heinrich, Ofenmann, Zwinglistraße 19 bbox=[854, 768, 1143, 783]
directory-entry: — Johannes, Steinsetzer, Maxstraße 23 bbox=[86, 934, 360, 950]
directory-entry: — Paula, Schneiderin, Fischerstraße 27 bbox=[854, 1278, 1132, 1293]
directory-entry: Medwed, Alois, Bergmann, Ostackerweg 110 bbox=[854, 1482, 1170, 1497]
directory-entry: — Heinrich, Magaziner, Angermunder Str. 147 bbox=[86, 189, 412, 205]
directory-entry: — Margarete, Verw.-Angest., Realschulstr. 10 bbox=[470, 1158, 788, 1175]
directory-entry: — Hubert, Landwirt, Sterkrader Straße 405 bbox=[86, 512, 394, 529]
directory-entry: Mauscherning, Ernst, Schloss., Kalkfelder Str. 60 bbox=[86, 750, 431, 767]
directory-entry: Meibusch, Erwin, Klempner, Industriestraße 9 bbox=[1238, 2043, 1563, 2059]
directory-entry: Meehs, Ernst, Bergmann, Knappenstraße 23 bbox=[854, 1686, 1167, 1701]
directory-entry: — Sylvester, Kohlenhauer, Weißenburger Straße 34 bbox=[470, 2060, 809, 2093]
directory-entry: Mehling, Erna, Witwe, Am Schellberg 38 bbox=[1238, 1414, 1525, 1429]
directory-entry: — Albin, Kraftfahrer, Leostraße 2 bbox=[86, 1410, 320, 1426]
directory-entry: Maywald, Alfred, Bergmann, Barbarastraße 109 bbox=[470, 1856, 808, 1872]
directory-entry: — Kurt, Schuhgeschäft, Weststraße 20 bbox=[1238, 1566, 1509, 1583]
directory-entry: — Severin, Kaufmann, Lotharstraße 4II bbox=[470, 1346, 747, 1361]
page-header bbox=[86, 49, 1601, 80]
ad-title: „Mausegatt“ bbox=[86, 808, 330, 845]
directory-entry: Meckelbeck, Hermann, Rentner, Luisenstraße 20 bbox=[854, 988, 1199, 1005]
directory-entry: Mehse, Johanna, Verkäuferin, Sedanstraße 7 bbox=[1238, 1890, 1552, 1906]
directory-entry: — Peter, Walzendreher, Ungelsheimer Str. 55 bbox=[470, 1244, 787, 1259]
